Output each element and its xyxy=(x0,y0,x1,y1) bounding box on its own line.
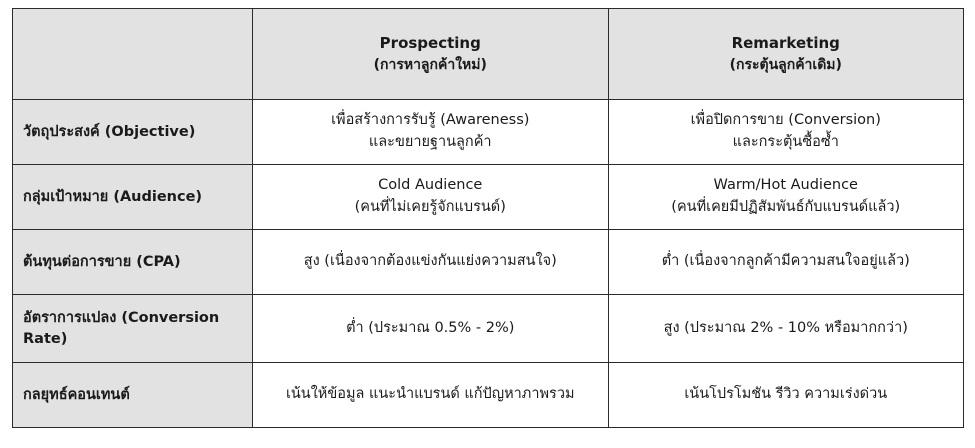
header-cell-prospecting xyxy=(253,9,609,100)
table-row xyxy=(13,295,964,363)
row-label-cpa xyxy=(13,230,253,295)
cell-line: เพื่อสร้างการรับรู้ (Awareness) xyxy=(331,112,530,129)
header-corner-cell xyxy=(13,9,253,100)
cell-audience-remarketing xyxy=(608,165,964,230)
cell-cpa-remarketing xyxy=(608,230,964,295)
table-header xyxy=(13,9,964,100)
row-label-conversion-rate xyxy=(13,295,253,363)
cell-audience-prospecting xyxy=(253,165,609,230)
row-label-text: วัตถุประสงค์ (Objective) xyxy=(23,123,196,140)
cell-line: ต่ำ (ประมาณ 0.5% - 2%) xyxy=(346,319,515,336)
header-subtitle-prospecting: (การหาลูกค้าใหม่) xyxy=(373,56,487,73)
table-row xyxy=(13,230,964,295)
row-label-text: กลยุทธ์คอนเทนต์ xyxy=(23,386,130,403)
cell-line: สูง (ประมาณ 2% - 10% หรือมากกว่า) xyxy=(663,319,908,336)
cell-objective-prospecting xyxy=(253,100,609,165)
row-label-audience xyxy=(13,165,253,230)
table-row xyxy=(13,165,964,230)
header-title-prospecting: Prospecting xyxy=(379,33,481,52)
cell-conversion-rate-prospecting xyxy=(253,295,609,363)
row-label-text-line2: (Conversion Rate) xyxy=(23,310,220,347)
table-row xyxy=(13,100,964,165)
cell-conversion-rate-remarketing xyxy=(608,295,964,363)
cell-line: (คนที่ไม่เคยรู้จักแบรนด์) xyxy=(354,199,506,215)
cell-line: เพื่อปิดการขาย (Conversion) xyxy=(690,112,881,129)
cell-cpa-prospecting xyxy=(253,230,609,295)
cell-line: สูง (เนื่องจากต้องแข่งกันแย่งความสนใจ) xyxy=(303,253,557,270)
row-label-content-strategy xyxy=(13,363,253,428)
cell-line: (คนที่เคยมีปฏิสัมพันธ์กับแบรนด์แล้ว) xyxy=(671,199,901,215)
table-body xyxy=(13,100,964,428)
cell-line: และขยายฐานลูกค้า xyxy=(368,134,492,150)
cell-objective-remarketing xyxy=(608,100,964,165)
header-subtitle-remarketing: (กระตุ้นลูกค้าเดิม) xyxy=(729,56,842,73)
row-label-text: ต้นทุนต่อการขาย (CPA) xyxy=(23,253,181,270)
cell-line: เน้นโปรโมชัน รีวิว ความเร่งด่วน xyxy=(684,386,888,403)
cell-line: และกระตุ้นซื้อซ้ำ xyxy=(732,134,839,150)
cell-content-strategy-remarketing xyxy=(608,363,964,428)
cell-line: ต่ำ (เนื่องจากลูกค้ามีความสนใจอยู่แล้ว) xyxy=(661,253,910,270)
cell-line: Warm/Hot Audience xyxy=(713,177,858,194)
cell-line: Cold Audience xyxy=(378,177,483,194)
row-label-objective xyxy=(13,100,253,165)
cell-content-strategy-prospecting xyxy=(253,363,609,428)
cell-line: เน้นให้ข้อมูล แนะนำแบรนด์ แก้ปัญหาภาพรวม xyxy=(285,386,575,403)
table-row xyxy=(13,363,964,428)
table-header-row xyxy=(13,9,964,100)
row-label-text: อัตราการแปลง xyxy=(23,310,117,327)
prospecting-remarketing-comparison-table xyxy=(12,8,964,428)
header-title-remarketing: Remarketing xyxy=(731,33,840,52)
header-cell-remarketing xyxy=(608,9,964,100)
row-label-text: กลุ่มเป้าหมาย (Audience) xyxy=(23,188,203,205)
